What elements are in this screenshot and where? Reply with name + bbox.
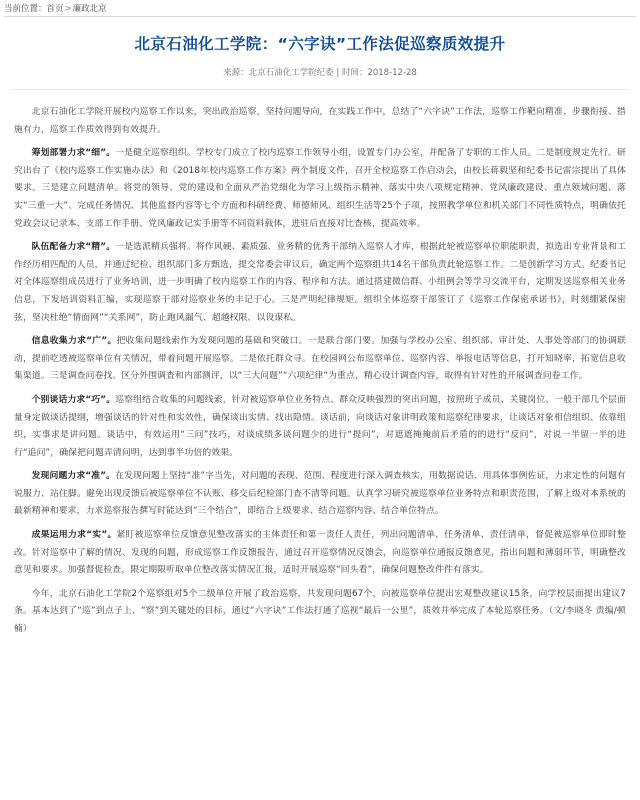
paragraph-results xyxy=(14,527,626,580)
paragraph-heading: 筹划部署力求“细”。 xyxy=(31,148,116,159)
breadcrumb xyxy=(0,0,640,16)
paragraph-findings xyxy=(14,468,626,521)
breadcrumb-home-link[interactable]: 首页 xyxy=(46,4,64,14)
paragraph-text: 北京石油化工学院开展校内巡察工作以来，突出政治巡察，坚持问题导向，在实践工作中，总结了“六字诀”工作法，巡察工作靶向精准、步骤衔接、措施有力，巡察工作质效得到有效提升。 xyxy=(14,107,626,135)
paragraph-interview xyxy=(14,392,626,462)
article-source: 来源：北京石油化工学院纪委 xyxy=(223,68,334,78)
paragraph-intro xyxy=(14,104,626,139)
paragraph-information xyxy=(14,333,626,386)
paragraph-summary xyxy=(14,586,626,639)
paragraph-heading: 个别谈话力求“巧”。 xyxy=(31,394,116,405)
paragraph-text: 把收集问题线索作为发现问题的基础和突破口。一是联合部门要。加强与学校办公室、组织部、审计处、人事处等部门的协调联动，提前吃透被巡察单位有关情况，带着问题开展巡察。二是依托群众寻。在校园网公布巡察单位、巡察内容、举报电话等信息，打开知晓率，拓宽信息收集渠道。三是调查问卷找。区分外围调查和内部测评，以“三大问题”“六项纪律”为重点，精心设计调查内容，取得有针对性的开展调查问卷工作。 xyxy=(14,336,626,382)
paragraph-heading: 信息收集力求“广”。 xyxy=(31,336,117,347)
paragraph-text: 巡察组结合收集的问题线索，针对被巡察单位业务特点、群众反映强烈的突出问题，按照班子成员、关键岗位、一般干部几个层面量身定做谈话提纲，增强谈话的针对性和实效性，确保谈出实情、找出隐情。谈话前，向谈话对象讲明政策和巡察纪律要求，让谈话对象相信组织、依靠组织，实事求是讲问题。谈话中，有效运用“三问”技巧，对谈成绩多谈问题少的进行“提问”，对遮遮掩掩前后矛盾的的进行“反问”，对说一半留一半的进行“追问”，确保把问题弄清问明，达到事半功倍的效果。 xyxy=(14,394,626,458)
breadcrumb-divider xyxy=(4,16,636,17)
breadcrumb-section-link[interactable]: 廉政北京 xyxy=(72,4,107,14)
paragraph-text: 今年，北京石油化工学院2个巡察组对5个二级单位开展了政治巡察，共发现问题67个，向被巡察单位提出宏观整改建议15条，向学校层面提出建议7条。基本达到了“巡”到点子上、“察”到关键处的目标，通过“六字诀”工作法打通了巡视“最后一公里”，质效并举完成了本轮巡察任务。（文/李晓冬 责编/顿楠） xyxy=(14,588,626,635)
breadcrumb-separator: > xyxy=(64,4,72,14)
paragraph-heading: 发现问题力求“准”。 xyxy=(31,471,116,482)
article-body xyxy=(0,90,640,639)
paragraph-text: 一是健全巡察组织。学校专门成立了校内巡察工作领导小组，设置专门办公室，并配备了专职的工作人员。二是制度规定先行。研究出台了《校内巡察工作实施办法》和《2018年校内巡察工作方案》两个制度文件，召开全校巡察工作启动会，由校长蒋毅坚和纪委书记雷宗提出了具体要求。三是建立问题清单。将党的领导、党的建设和全面从严治党细化为学习上级指示精神、落实中央八项规定精神、党风廉政建设、重点领域问题、落实“三重一大”、完成任务情况、其他监督内容等七个方面和科研经费、师德师风、组织生活等25个子项，按照教学单位和机关部门不同性质特点，明确依托党政会议记录本、支部工作手册、党风廉政记实手册等不同资料载体，进驻后直接对比查核，提高效率。 xyxy=(14,148,626,229)
article-time: 时间：2018-12-28 xyxy=(341,68,417,78)
paragraph-heading: 成果运用力求“实”。 xyxy=(31,530,117,541)
meta-separator: | xyxy=(336,68,340,78)
article-meta xyxy=(0,67,640,79)
paragraph-text: 紧盯被巡察单位反馈意见整改落实的主体责任和第一责任人责任，列出问题清单、任务清单、责任清单，督促被巡察单位即时整改。针对巡察中了解的情况、发现的问题，形成巡察工作反馈报告，通过召开巡察情况反馈会，向巡察单位通报反馈意见，指出问题和薄弱环节，明确整改意见和要求。加强督促检查，限定期限听取单位整改落实情况汇报，适时开展巡察“回头看”，确保问题整改件件有落实。 xyxy=(14,530,626,576)
paragraph-planning xyxy=(14,145,626,233)
article-title: 北京石油化工学院：“六字诀”工作法促巡察质效提升 xyxy=(134,35,506,53)
paragraph-text: 在发现问题上坚持“准”字当先，对问题的表现、范围、程度进行深入调查核实，用数据说话、用具体事例佐证，力求定性的问题有说服力、站住脚。避免出现反馈后被巡察单位不认账、移交后纪检部门查不清等问题。认真学习研究被巡察单位业务特点和职责范围，了解上级对本系统的最新精神和要求，力求巡察报告撰写时能达到“三个结合”，即结合上级要求、结合巡察内容、结合单位特点。 xyxy=(14,471,626,517)
paragraph-heading: 队伍配备力求“精”。 xyxy=(31,242,116,253)
paragraph-team xyxy=(14,239,626,327)
breadcrumb-prefix: 当前位置： xyxy=(4,4,47,14)
paragraph-text: 一是选派精兵强将。将作风硬、素质强、业务精的优秀干部纳入巡察人才库，根据此轮被巡察单位职能职责，拟选出专业背景和工作经历相匹配的人员，并通过纪检、组织部门多方甄选，提交常委会审议后，确定两个巡察组共14名干部负责此轮巡察工作。二是创新学习方式。纪委书记对全体巡察组成员进行了业务培训，进一步明确了校内巡察工作的内容、程序和方法。通过搭建微信群、小组例会等学习交流平台，定期发送巡察相关业务信息，下发培训资料汇编，实现巡察干部对巡察业务的丰记于心。三是严明纪律规矩。组织全体巡察干部签订了《巡察工作保密承诺书》，时刻绷紧保密弦，坚决杜绝“情面网”“关系网”，防止跑风漏气、超越权限、以设谋私。 xyxy=(14,242,626,323)
